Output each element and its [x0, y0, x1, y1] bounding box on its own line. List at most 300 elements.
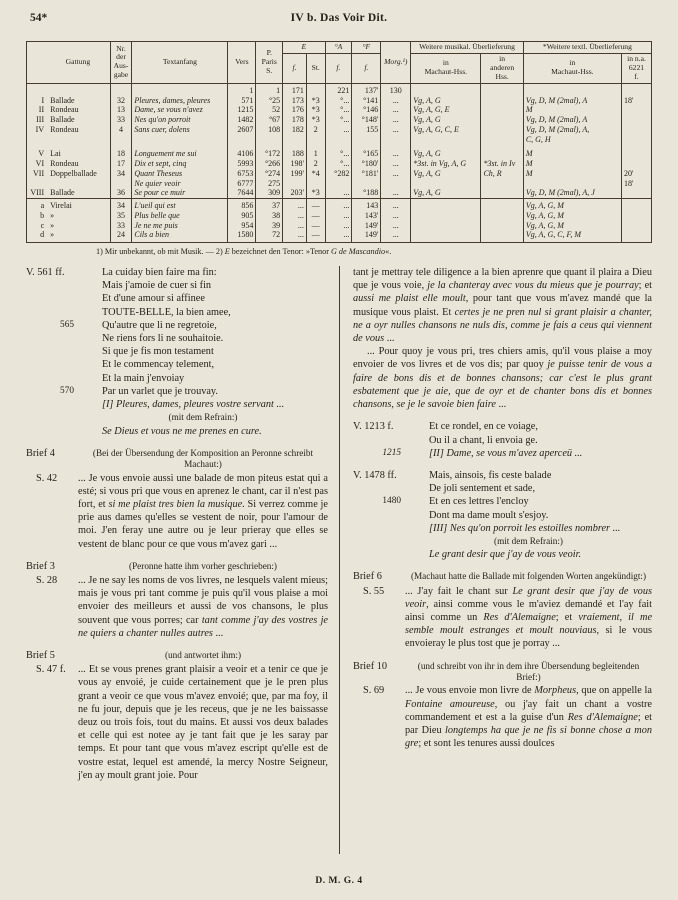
table-cell: ... [283, 230, 307, 242]
verse-number: 1215 [382, 447, 401, 458]
table-cell: °146 [352, 105, 381, 115]
table-body [27, 83, 652, 242]
table-row [27, 115, 652, 125]
verse-line [382, 447, 652, 460]
table-row [27, 230, 652, 242]
table-cell [481, 96, 523, 106]
paragraph: ... Je vous envoie mon livre de Morpheus, que on appelle la Fontaine amoureuse, ou j'ay fait un chant a vostre commandement et est a la guise d'un Res d'Alemaigne; et par Dieu longtemps ha que je ne fis si bonne chose a mon gre; et sont les tenures aussi doulces [405, 685, 652, 750]
table-cell [411, 211, 481, 221]
table-cell: ... [381, 159, 411, 169]
prose-content [353, 266, 652, 411]
table-cell: M [523, 169, 621, 189]
table-cell: I [27, 96, 47, 106]
letter-heading [26, 649, 328, 662]
page-number: 54* [30, 12, 48, 24]
table-cell: M [523, 144, 621, 159]
column-header: Gattung [65, 56, 91, 66]
table-cell: Pleures, dames, pleures [132, 96, 228, 106]
table-cell: Se pour ce muir [132, 188, 228, 198]
table-cell: VIII [27, 188, 47, 198]
table-cell: ... [381, 96, 411, 106]
verse-text: [II] Dame, se vous m'avez aperceü ... [429, 447, 583, 459]
letter-intro: (und antwortet ihm:) [164, 649, 242, 660]
table-cell: Vg, A, G [411, 96, 481, 106]
table-cell: 5993 [228, 159, 256, 169]
table-cell: *3 [306, 96, 325, 106]
page-ref: S. 69 [363, 685, 385, 697]
paragraph: tant je mettray tele diligence a la bien aprenre que quant il plaira a Dieu que je vous voie, je la chanteray avec vous du mieus que je pourray; et aussi me plaist elle moult, pour tant que vous m'avez mandé que la musique vous plaist. Et certes je ne pren nul si grant plaisir a chanter, ne a oyr nulles chansons ne nuls dis, comme je fais a ceus qui viennent de vous ... [353, 267, 652, 345]
paragraph: ... Et se vous prenes grant plaisir a veoir et a tenir ce que je vous ay envoié, je cuide certainement que je le pren plus grant a veoir ce que vous m'avez envoié; que, par ma foy, il ne fu jour, depuis que je les receus, que je ne les baissasse deuz ou trois fois, tout du mains. Et aussi vos deux balades et celle qui est notee ay je tant fait que je les saray par temps. Et pour tant que vous m'avez escript qu'elle est de vostre estat, lequel est amendé, la mercy Nostre Seigneur, j'en ay moult grant joie. Pour [78, 664, 328, 781]
column-header: in Machaut-Hss. [523, 53, 621, 83]
table-cell: — [306, 230, 325, 242]
verse-line [405, 434, 652, 447]
table-cell: 856 [228, 199, 256, 211]
table-cell [481, 188, 523, 198]
table-cell: Cils a bien [132, 230, 228, 242]
verse-text: Si que je fis mon testament [102, 346, 214, 358]
table-cell: 35 [110, 211, 132, 221]
verse-text: De joli sentement et sade, [429, 483, 536, 495]
table-cell: 18 [110, 144, 132, 159]
verse-text: Mais, ainsois, fis ceste balade [429, 469, 552, 481]
table-cell: 173 [283, 96, 307, 106]
table-cell: Ch, R [481, 169, 523, 189]
paragraph: ... Pour quoy je vous pri, tres chiers amis, qu'il vous plaise a moy envoier de vos livres et de vos dis; par quoy je puisse tenir de vous a faire de bons dis et de bonnes chansons; car c'est le plus grant esbatement que je aie, que de oyr et de chanter bons dis et bonnes chansons, se je le savoie bien faire ... [353, 346, 652, 411]
table-cell: III [27, 115, 47, 125]
table-cell: 4106 [228, 144, 256, 159]
column-header: Nr. der Aus- gabe [110, 42, 132, 84]
table-cell: 1 [306, 144, 325, 159]
letter-heading [26, 447, 328, 471]
letter-intro: (und schreibt von ihr in dem ihre Übersendung begleitenden Brief:) [417, 660, 640, 682]
letter-intro: (Machaut hatte die Ballade mit folgenden Worten angekündigt:) [410, 571, 647, 582]
table-cell [621, 211, 651, 221]
table-cell: °141 [352, 96, 381, 106]
refrain-note [78, 411, 328, 424]
table-cell [481, 211, 523, 221]
table-cell: 20' 18' [621, 169, 651, 189]
verse-number: 570 [60, 385, 74, 396]
table-cell: Vg, A, G, C, E [411, 125, 481, 145]
table-cell: Vg, A, G [411, 188, 481, 198]
table-cell: 178 [283, 115, 307, 125]
letter-heading [353, 660, 652, 684]
letter-heading [26, 560, 328, 573]
table-cell: 571 [228, 96, 256, 106]
table-cell: a [27, 199, 47, 211]
letter-text [78, 472, 328, 551]
table-cell: Sans cuer, dolens [132, 125, 228, 145]
table-cell: » [50, 210, 55, 220]
table-cell: Lai [50, 149, 61, 159]
verse-line [78, 425, 328, 438]
table-cell: Dix et sept, cinq [132, 159, 228, 169]
table-row [27, 211, 652, 221]
table-cell: 52 [256, 105, 283, 115]
table-cell: 24 [110, 230, 132, 242]
right-text-column [339, 266, 652, 854]
column-header: °F [352, 42, 381, 54]
verse-block [353, 469, 652, 561]
table-cell: ... [381, 221, 411, 231]
table-cell: 198' [283, 159, 307, 169]
table-cell: ... [381, 115, 411, 125]
verse-content [60, 266, 328, 438]
column-header: Weitere musikal. Überlieferung [411, 42, 524, 54]
table-cell: *3 [306, 188, 325, 198]
page-ref: S. 55 [363, 585, 385, 597]
table-cell: 171 [283, 83, 307, 95]
table-cell: d [27, 230, 47, 242]
table-cell: 182 [283, 125, 307, 145]
table-cell: 155 [352, 125, 381, 145]
table-cell: ... [283, 211, 307, 221]
column-header: f. [325, 53, 352, 83]
verse-text: TOUTE-BELLE, la bien amee, [102, 306, 231, 318]
table-cell [621, 83, 651, 95]
table-row [27, 221, 652, 231]
table-cell: » [50, 230, 55, 240]
verse-line [405, 548, 652, 561]
table-cell: ... [325, 125, 352, 145]
table-cell: Vg, A, G [411, 115, 481, 125]
letter-label: Brief 10 [353, 660, 388, 672]
table-cell: Vg, A, G, C, F, M [523, 230, 621, 242]
table-cell: Vg, A, G [411, 144, 481, 159]
table-head [27, 42, 652, 84]
verse-text: Dont ma dame moult s'esjoy. [429, 509, 549, 521]
table-cell: ... [381, 230, 411, 242]
table-cell: 221 [325, 83, 352, 95]
footer-signature: D. M. G. 4 [315, 876, 363, 886]
table-cell: °... [325, 144, 352, 159]
column-header: °A [325, 42, 352, 54]
letter-label: Brief 4 [26, 447, 55, 459]
table-cell: VI [27, 159, 47, 169]
letter-label: Brief 3 [26, 560, 55, 572]
letter-body [353, 684, 652, 750]
table-cell: 38 [256, 211, 283, 221]
verse-text: Mais j'amoie de cuer si fin [102, 280, 212, 292]
table-cell: ... [325, 221, 352, 231]
table-cell: ... [325, 188, 352, 198]
table-cell: Je ne me puis [132, 221, 228, 231]
table-cell: IV [27, 125, 47, 145]
table-cell [481, 221, 523, 231]
table-row [27, 144, 652, 159]
verse-content [382, 420, 652, 460]
table-cell: 137' [352, 83, 381, 95]
letter-text [78, 663, 328, 782]
table-cell: 143 [352, 199, 381, 211]
verse-text: (mit dem Refrain:) [494, 535, 563, 546]
table-cell: 143' [352, 211, 381, 221]
table-cell: » [50, 220, 55, 230]
table-cell: ... [381, 105, 411, 115]
table-cell: °172 [256, 144, 283, 159]
column-header: Morg.¹) [381, 42, 411, 84]
table-cell: ... [381, 199, 411, 211]
table-cell: ... [325, 199, 352, 211]
table-cell [481, 83, 523, 95]
table-cell: 1215 [228, 105, 256, 115]
table-cell: ... [381, 144, 411, 159]
table-cell: Vg, A, G, M [523, 211, 621, 221]
paragraph: ... J'ay fait le chant sur Le grant desir que j'ay de vous veoir, ainsi comme vous le m'aviez demandé et l'ay fait ainsi comme un Res d'Alemaigne; et vraiement, il me semble moult estranges et moult nouviaus, si le vous envoieray le plus tost que je porray ... [405, 585, 653, 650]
table-cell: Doppelballade [50, 168, 97, 178]
table-cell: — [306, 199, 325, 211]
running-title: IV b. Das Voir Dit. [290, 12, 388, 24]
table-cell: ... [325, 230, 352, 242]
table-row [27, 159, 652, 169]
table-cell [306, 83, 325, 95]
table-cell: 36 [110, 188, 132, 198]
verse-text: La cuiday bien faire ma fin: [102, 267, 217, 279]
table-cell: M [523, 159, 621, 169]
table-cell: ... [381, 125, 411, 145]
table-cell: ... [283, 221, 307, 231]
table-row [27, 105, 652, 115]
verse-number: 1480 [382, 496, 401, 507]
table-cell [411, 199, 481, 211]
letter-text [78, 574, 328, 640]
verse-text: Ou il a chant, li envoia ge. [429, 434, 538, 446]
verse-block [26, 266, 328, 438]
verse-line [405, 482, 652, 495]
verse-text: Le grant desir que j'ay de vous veoir. [429, 549, 582, 561]
table-cell: Vg, A, G [411, 169, 481, 189]
table-cell: ... [381, 188, 411, 198]
verse-label: V. 1213 f. [353, 421, 394, 433]
verse-line [78, 358, 328, 371]
table-cell [621, 188, 651, 198]
table-cell: 149' [352, 230, 381, 242]
table-cell: 188 [283, 144, 307, 159]
letter-intro: (Bei der Übersendung der Komposition an Peronne schreibt Machaut:) [92, 447, 314, 470]
column-header: Textanfang [132, 42, 228, 84]
table-header-row [27, 42, 652, 54]
table-cell: 954 [228, 221, 256, 231]
verse-line [78, 292, 328, 305]
table-cell [621, 221, 651, 231]
verse-label: V. 1478 ff. [353, 469, 397, 481]
table-cell: Vg, A, G, M [523, 199, 621, 211]
table-cell [481, 144, 523, 159]
table-cell: ... [381, 211, 411, 221]
table-cell: 2 [306, 125, 325, 145]
table-cell: Quant Theseus Ne quier veoir [132, 169, 228, 189]
letter-body [26, 663, 328, 782]
column-header: f. [352, 53, 381, 83]
table-cell: 1 [256, 83, 283, 95]
table-row [27, 96, 652, 106]
table-cell: Vg, D, M (2mal), A, C, G, H [523, 125, 621, 145]
table-cell: — [306, 211, 325, 221]
table-cell: Dame, se vous n'avez [132, 105, 228, 115]
table-cell: 2607 [228, 125, 256, 145]
verse-line [405, 509, 652, 522]
page-header [26, 12, 652, 29]
table-row [27, 125, 652, 145]
text-columns [26, 266, 652, 854]
table-cell [621, 125, 651, 145]
verse-line [60, 319, 328, 332]
page-ref: S. 42 [36, 472, 58, 484]
table-cell: *3 [306, 105, 325, 115]
table-cell: b [27, 211, 47, 221]
table-cell: °... [325, 96, 352, 106]
table-cell [621, 115, 651, 125]
table-cell: Plus belle que [132, 211, 228, 221]
table-cell: 130 [381, 83, 411, 95]
table-cell: 1580 [228, 230, 256, 242]
table-cell: V [27, 144, 47, 159]
verse-line [78, 306, 328, 319]
table-cell: 309 [256, 188, 283, 198]
table-cell: Ballade [50, 188, 75, 198]
table-cell: °67 [256, 115, 283, 125]
table-cell: °25 [256, 96, 283, 106]
table-cell: c [27, 221, 47, 231]
table-cell: M [523, 105, 621, 115]
table-cell [481, 105, 523, 115]
letter-body [26, 472, 328, 551]
table-cell: 1482 [228, 115, 256, 125]
table-cell: 32 [110, 96, 132, 106]
column-header: Vers [228, 42, 256, 84]
table-cell: 39 [256, 221, 283, 231]
column-header: in Machaut-Hss. [411, 53, 481, 83]
table-cell: 34 [110, 169, 132, 189]
table-cell [621, 105, 651, 115]
verse-line [405, 469, 652, 482]
table-cell: °148' [352, 115, 381, 125]
table-cell: — [306, 221, 325, 231]
verse-text: (mit dem Refrain:) [168, 412, 238, 423]
table-cell: 18' [621, 96, 651, 106]
column-header [27, 42, 47, 84]
table-cell: 13 [110, 105, 132, 115]
table-cell: °188 [352, 188, 381, 198]
table-row [27, 169, 652, 189]
table-cell [621, 159, 651, 169]
table-cell: 33 [110, 115, 132, 125]
table-cell: 2 [306, 159, 325, 169]
letter-body [353, 585, 652, 651]
table-cell [411, 221, 481, 231]
table-cell: 905 [228, 211, 256, 221]
verse-line [78, 372, 328, 385]
verse-text: Et en ces lettres l'encloy [429, 496, 529, 508]
verse-text: [I] Pleures, dames, pleures vostre servant ... [102, 399, 285, 411]
verse-content [382, 469, 652, 561]
letter-intro: (Peronne hatte ihm vorher geschrieben:) [129, 560, 277, 571]
table-row [27, 83, 652, 95]
table-cell: *3st. in Iv [481, 159, 523, 169]
table-cell [110, 83, 132, 95]
page-ref: S. 47 f. [36, 664, 66, 676]
column-header: St. [306, 53, 325, 83]
verse-line [405, 522, 652, 535]
verse-block [353, 420, 652, 460]
letter-label: Brief 6 [353, 571, 382, 583]
table-cell: °181' [352, 169, 381, 189]
table-cell [523, 83, 621, 95]
table-cell: °... [325, 115, 352, 125]
table-cell: °266 [256, 159, 283, 169]
verse-line [405, 420, 652, 433]
verse-text: Se Dieus et vous ne me prenes en cure. [102, 425, 262, 437]
table-cell: Vg, D, M (2mal), A, J [523, 188, 621, 198]
paragraph: ... Je vous envoie aussi une balade de mon piteus estat qui a esté; si vous pri que vous en aprenez le chant, car il n'est pas fort, et si me plaist tres bien la musique. Si verrez comme je prie aus dames qu'elles se vestent de noir, pour l'amour de moi. J'en feray une autre ou je leur prieray que elles se vestent de blanc pour ce que vous m'avez gari ... [78, 472, 328, 550]
table-cell: Virelai [46, 199, 110, 211]
table-cell: °... [325, 159, 352, 169]
table-cell: *3st. in Vg, A, G [411, 159, 481, 169]
verse-text: Et ce rondel, en ce voiage, [429, 421, 538, 433]
table-cell: Ballade [50, 115, 75, 125]
prose-block [353, 266, 652, 411]
table-cell [27, 83, 47, 95]
verse-text: Et la main j'envoiay [102, 372, 185, 384]
table-cell: Longuement me sui [132, 144, 228, 159]
table-cell: ... [381, 169, 411, 189]
table-cell: °... [325, 105, 352, 115]
column-header: P. Paris S. [256, 42, 283, 84]
left-text-column [26, 266, 339, 854]
letter-body [26, 574, 328, 640]
table-cell [481, 115, 523, 125]
column-header: in anderen Hss. [481, 53, 523, 83]
table-cell: L'ueil qui est [132, 199, 228, 211]
table-row [27, 188, 652, 198]
table-cell [411, 230, 481, 242]
table-cell [621, 230, 651, 242]
table-cell: °180' [352, 159, 381, 169]
table-cell [481, 125, 523, 145]
table-cell: 72 [256, 230, 283, 242]
verse-text: Qu'autre que li ne regretoie, [102, 319, 217, 331]
letter-heading [353, 570, 652, 583]
table-cell [411, 83, 481, 95]
letter-text [405, 684, 652, 750]
table-cell: 108 [256, 125, 283, 145]
table-cell: °165 [352, 144, 381, 159]
table-cell: ... [283, 199, 307, 211]
table-cell: Vg, D, M (2mal), A [523, 96, 621, 106]
column-header: *Weitere textl. Überlieferung [523, 42, 651, 54]
table-cell: Vg, D, M (2mal), A [523, 115, 621, 125]
verse-line [78, 345, 328, 358]
table-cell [46, 83, 110, 95]
table-cell [132, 83, 228, 95]
table-cell: 149' [352, 221, 381, 231]
table-cell: 4 [110, 125, 132, 145]
table-cell: 7644 [228, 188, 256, 198]
table-cell: Rondeau [50, 105, 79, 115]
column-header: in n.a. 6221 f. [621, 53, 651, 83]
table-cell [481, 230, 523, 242]
table-cell: °282 [325, 169, 352, 189]
verse-label: V. 561 ff. [26, 267, 65, 279]
table-cell: VII [27, 169, 47, 189]
table-cell: 37 [256, 199, 283, 211]
paragraph: ... Je ne say les noms de vos livres, ne lesquels valent mieus; mais je vous pri tant comme je puis qu'il vous plaise a moi envoier des meilleurs et aussi de vos chansons, le plus souvent que vous porres; car tant comme j'ay des vostres je ne quiers a chanter nulles autres ... [78, 574, 329, 639]
verse-line [382, 495, 652, 508]
table-cell: II [27, 105, 47, 115]
table-cell: Ballade [50, 95, 75, 105]
table-cell: 17 [110, 159, 132, 169]
table-cell: °274 275 [256, 169, 283, 189]
